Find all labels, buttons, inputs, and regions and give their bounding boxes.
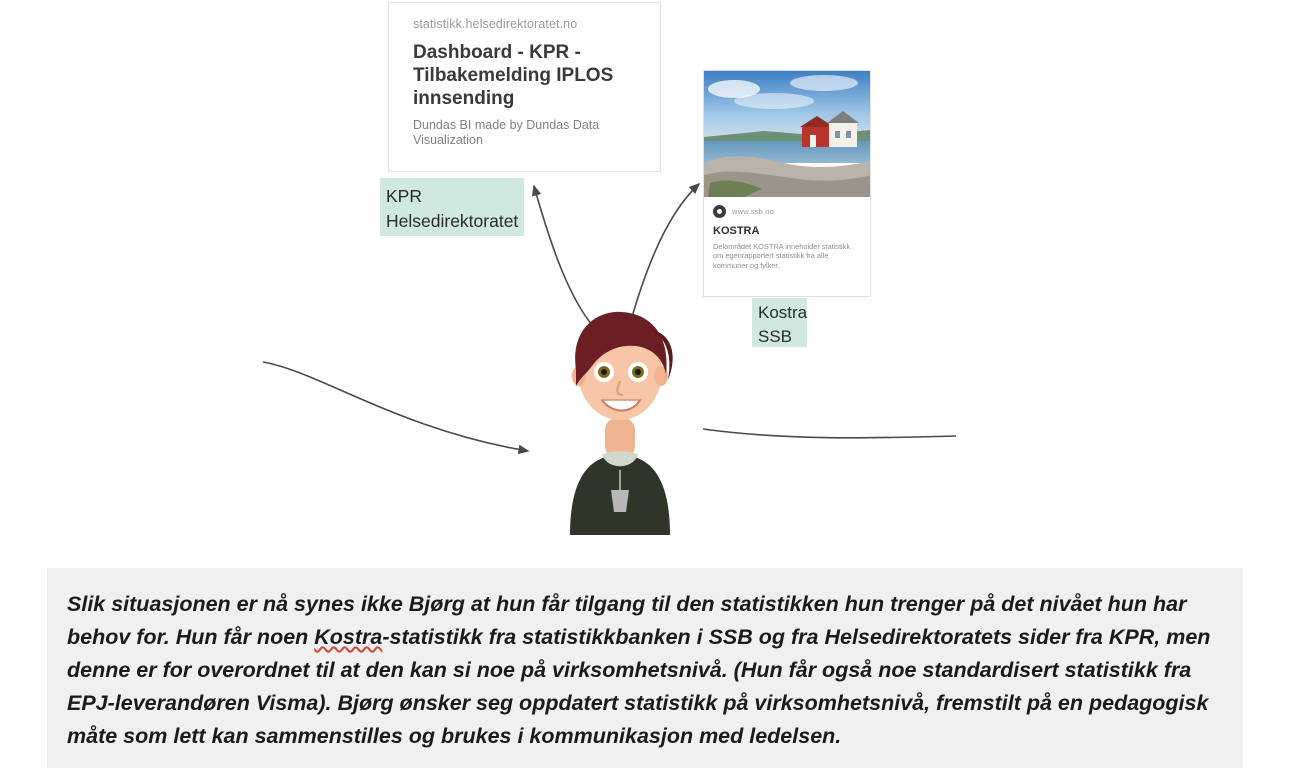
kostra-source-row xyxy=(713,205,861,218)
label-kpr: KPR Helsedirektoratet xyxy=(380,178,524,236)
caption-block xyxy=(47,568,1243,768)
link-preview-kostra[interactable] xyxy=(703,70,871,297)
dashboard-title: Dashboard - KPR - Tilbakemelding IPLOS innsending xyxy=(413,42,614,109)
dashboard-description: Dundas BI made by Dundas Data Visualization xyxy=(413,118,600,147)
kostra-url: www.ssb.no xyxy=(732,207,775,216)
globe-icon xyxy=(713,205,726,218)
caption-part-2: -statistikk fra statistikkbanken i SSB og fra Helsedirektoratets sider fra KPR, men denne er for overordnet til at den kan si noe på virksomhetsnivå. (Hun får også noe standardisert statistikk fra EPJ-leverandøren Visma). Bjørg ønsker seg oppdatert statistikk på virksomhetsnivå, fremstilt på en pedagogisk måte som lett kan sammenstilles og brukes i kommunikasjon med ledelsen. xyxy=(67,625,1211,748)
kostra-meta xyxy=(704,197,870,276)
kostra-photo xyxy=(704,71,870,197)
kostra-description: Delområdet KOSTRA inneholder statistikk om egenrapportert statistikk fra alle kommuner og fylker. xyxy=(713,242,851,270)
label-kostra: Kostra SSB xyxy=(752,298,807,347)
caption-text xyxy=(67,588,1221,753)
dashboard-url: statistikk.helsedirektoratet.no xyxy=(413,17,578,31)
kostra-title: KOSTRA xyxy=(713,225,760,237)
caption-wavy-word: Kostra xyxy=(314,625,383,649)
link-preview-dashboard[interactable] xyxy=(388,2,661,172)
caption-part-1: Slik situasjonen er nå synes ikke Bjørg at hun får tilgang til den statistikken hun trenger på det nivået hun har behov for. Hun får noen xyxy=(67,592,1187,649)
person-illustration xyxy=(540,300,700,535)
